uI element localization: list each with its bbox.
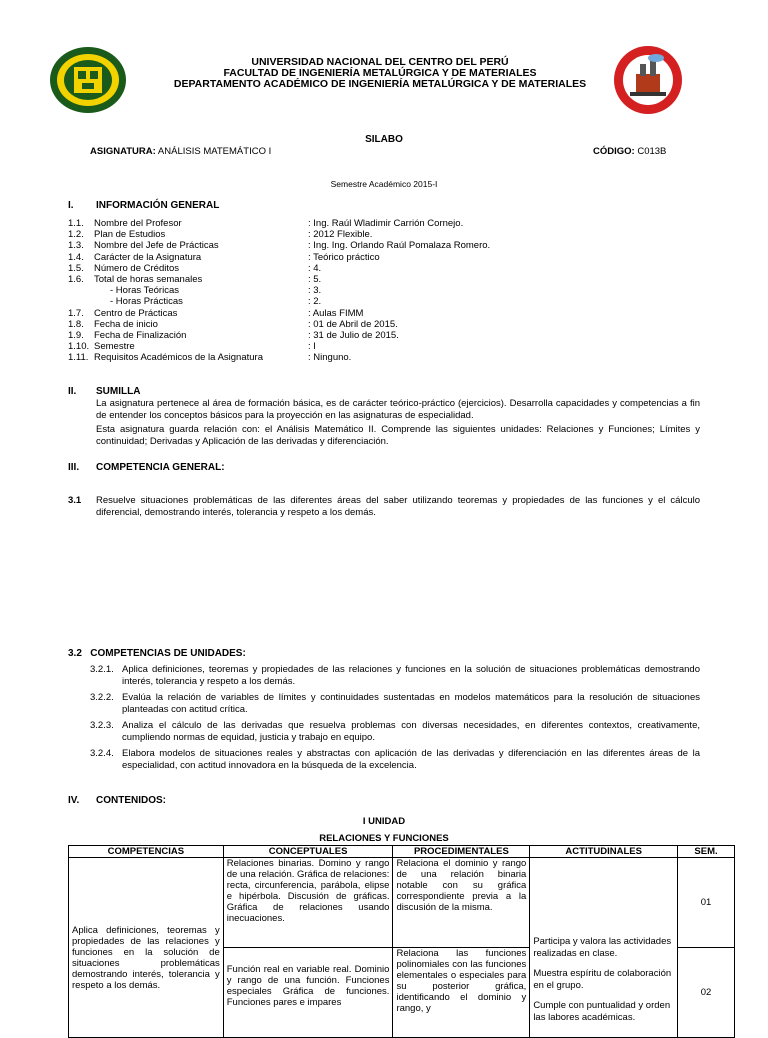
actitudinal-item: Muestra espíritu de colaboración en el grupo.	[533, 968, 672, 991]
info-row-number: 1.2.	[68, 229, 84, 241]
info-row-value: : 2.	[308, 296, 322, 308]
info-row	[68, 274, 628, 285]
info-row	[68, 330, 628, 341]
info-row-number: 1.1.	[68, 218, 84, 229]
info-row-value: : Aulas FIMM	[308, 307, 364, 319]
competencia-general-text: Resuelve situaciones problemáticas de las diferentes áreas del saber utilizando teoremas y propiedades de las funciones y el cálculo diferencial, demostrando interés, tolerancia y respeto a los demás.	[96, 495, 700, 518]
competencia-unidad-text: Analiza el cálculo de las derivadas que resuelva problemas con diversas necesidades, en diferentes contextos, creativamente, cumpliendo normas de equidad, justicia y trabajo en equipo.	[122, 720, 700, 743]
codigo-label: CÓDIGO:	[593, 146, 635, 157]
university-name: UNIVERSIDAD NACIONAL DEL CENTRO DEL PERÚ	[251, 56, 509, 68]
info-row-label: Centro de Prácticas	[94, 307, 178, 319]
info-row-value: : Ing. Raúl Wladimir Carrión Cornejo.	[308, 218, 464, 229]
column-header: SEM.	[678, 846, 735, 858]
column-header: ACTITUDINALES	[530, 846, 678, 858]
section-4-title: CONTENIDOS:	[96, 795, 166, 806]
competencia-unidad-text: Evalúa la relación de variables de límites y continuidades sustentadas en modelos matemáticos para la resolución de situaciones planteadas con actitud crítica.	[122, 692, 700, 715]
asignatura-value: ANÁLISIS MATEMÁTICO I	[157, 146, 272, 157]
info-row-value: : 01 de Abril de 2015.	[308, 318, 398, 330]
faculty-name: FACULTAD DE INGENIERÍA METALÚRGICA Y DE MATERIALES	[223, 67, 537, 79]
competencia-unidad-item	[90, 748, 700, 771]
info-row-label: - Horas Teóricas	[110, 285, 179, 297]
info-row-number: 1.5.	[68, 262, 84, 274]
actitudinal-item: Participa y valora las actividades realizadas en clase.	[533, 936, 672, 959]
info-row	[68, 308, 628, 319]
procedimental-cell: Relaciona el dominio y rango de una relación binaria notable con su gráfica correspondiente previa a la discusión de la misma.	[393, 858, 530, 948]
asignatura-label: ASIGNATURA:	[90, 146, 156, 157]
info-row-number: 1.8.	[68, 318, 84, 330]
competencia-unidad-item	[90, 720, 700, 743]
faculty-logo	[612, 44, 684, 116]
info-row-number: 1.9.	[68, 330, 84, 341]
info-row	[68, 319, 628, 330]
actitudinal-cell	[530, 858, 678, 1038]
info-row-value: : Teórico práctico	[308, 251, 380, 263]
unidad-number: I UNIDAD	[362, 816, 406, 827]
info-row-label: Nombre del Profesor	[94, 218, 182, 229]
info-row-number: 1.11.	[68, 352, 89, 364]
section-3-number: III.	[68, 462, 80, 473]
info-row	[68, 341, 628, 352]
info-row	[68, 240, 628, 251]
column-header: CONCEPTUALES	[223, 846, 393, 858]
competencia-unidad-item	[90, 692, 700, 715]
info-row-number: 1.4.	[68, 251, 84, 263]
info-row-value: : 31 de Julio de 2015.	[308, 330, 399, 341]
info-row-value: : 3.	[308, 285, 322, 297]
conceptual-cell: Función real en variable real. Dominio y rango de una función. Funciones especiales Gráfica de funciones. Funciones pares e impares	[223, 948, 393, 1038]
info-row-number: 1.10.	[68, 341, 90, 353]
competencias-unidades-title: 3.2 COMPETENCIAS DE UNIDADES:	[68, 648, 246, 659]
info-row-label: Plan de Estudios	[94, 229, 166, 241]
sumilla-paragraph-1: La asignatura pertenece al área de formación básica, es de carácter teórico-práctico (ejercicios). Desarrolla capacidades y competencias a fin de entender los conceptos básicos para la proyección en las asignaturas de especialidad.	[96, 398, 700, 421]
info-row	[68, 252, 628, 263]
codigo-value: C013B	[637, 146, 667, 157]
unidad-title: RELACIONES Y FUNCIONES	[319, 833, 449, 844]
info-row-value: : 4.	[308, 262, 322, 274]
section-4-number: IV.	[68, 795, 80, 806]
info-row-value: : Ninguno.	[308, 352, 352, 364]
info-row-value: : Ing. Ing. Orlando Raúl Pomalaza Romero.	[308, 240, 491, 252]
info-row-label: Requisitos Académicos de la Asignatura	[94, 352, 263, 364]
semestre-academico: Semestre Académico 2015-I	[330, 179, 438, 189]
info-row	[68, 285, 628, 296]
sumilla-paragraph-2: Esta asignatura guarda relación con: el Análisis Matemático II. Comprende las siguientes unidades: Relaciones y Funciones; Límites y continuidad; Derivadas y Aplicación de las derivadas y diferenciación.	[96, 424, 700, 447]
procedimental-cell: Relaciona las funciones polinomiales con las funciones elementales o especiales para su posterior gráfica, identificando el dominio y rango, y	[393, 948, 530, 1038]
info-row-value: : I	[308, 341, 316, 353]
info-row-number: 1.3.	[68, 240, 84, 252]
info-row-label: Carácter de la Asignatura	[94, 251, 202, 263]
semana-cell: 01	[678, 858, 735, 948]
info-row-label: Fecha de Finalización	[94, 330, 187, 341]
info-row-label: Total de horas semanales	[94, 274, 203, 285]
section-1-number: I.	[68, 200, 74, 211]
column-header: COMPETENCIAS	[69, 846, 224, 858]
info-row	[68, 352, 628, 363]
competencia-unidad-number: 3.2.3.	[90, 720, 114, 731]
info-row-value: : 5.	[308, 274, 322, 285]
competencia-cell: Aplica definiciones, teoremas y propiedades de las relaciones y funciones en la solución de situaciones problemáticas demostrando interés, tolerancia y respeto a los demás.	[69, 858, 224, 1038]
competencia-general-number: 3.1	[68, 495, 82, 506]
asignatura-line	[90, 146, 271, 157]
actitudinal-item: Cumple con puntualidad y orden las labores académicas.	[533, 1000, 671, 1023]
competencia-unidad-text: Aplica definiciones, teoremas y propiedades de las relaciones y funciones en la solución de situaciones problemáticas demostrando interés, tolerancia y respeto a los demás.	[122, 664, 700, 687]
semana-cell: 02	[678, 948, 735, 1038]
info-row	[68, 263, 628, 274]
table-row	[69, 858, 735, 948]
info-row	[68, 296, 628, 307]
competencia-unidad-item	[90, 664, 700, 687]
codigo-line	[593, 146, 666, 157]
silabo-title: SILABO	[365, 134, 403, 145]
info-row-value: : 2012 Flexible.	[308, 229, 373, 241]
info-row-label: Número de Créditos	[94, 262, 180, 274]
info-row	[68, 218, 628, 229]
university-logo	[48, 45, 128, 115]
section-2-title: SUMILLA	[96, 386, 141, 397]
section-3-title: COMPETENCIA GENERAL:	[96, 462, 225, 473]
info-row-number: 1.7.	[68, 307, 84, 319]
contenidos-table	[68, 845, 735, 1038]
table-header-row	[69, 846, 735, 858]
competencia-unidad-number: 3.2.4.	[90, 748, 114, 759]
department-name: DEPARTAMENTO ACADÉMICO DE INGENIERÍA METALÚRGICA Y DE MATERIALES	[173, 78, 587, 90]
section-2-number: II.	[68, 386, 77, 397]
info-row-label: Nombre del Jefe de Prácticas	[94, 240, 219, 252]
competencia-unidad-number: 3.2.2.	[90, 692, 114, 703]
info-row	[68, 229, 628, 240]
info-row-number: 1.6.	[68, 274, 84, 285]
info-row-label: - Horas Prácticas	[110, 296, 183, 308]
section-1-title: INFORMACIÓN GENERAL	[96, 200, 220, 211]
competencia-unidad-text: Elabora modelos de situaciones reales y abstractas con aplicación de las derivadas y diferenciación en las diferentes áreas de la especialidad, con actitud innovadora en la búsqueda de la excelencia.	[122, 748, 700, 771]
column-header: PROCEDIMENTALES	[393, 846, 530, 858]
info-row-label: Semestre	[94, 341, 135, 353]
conceptual-cell: Relaciones binarias. Domino y rango de una relación. Gráfica de relaciones: recta, circunferencia, parábola, elipse e hipérbola. Discusión de gráficas. Gráfica de relaciones usando inecuaciones.	[223, 858, 393, 948]
competencia-unidad-number: 3.2.1.	[90, 664, 114, 675]
info-row-label: Fecha de inicio	[94, 318, 158, 330]
